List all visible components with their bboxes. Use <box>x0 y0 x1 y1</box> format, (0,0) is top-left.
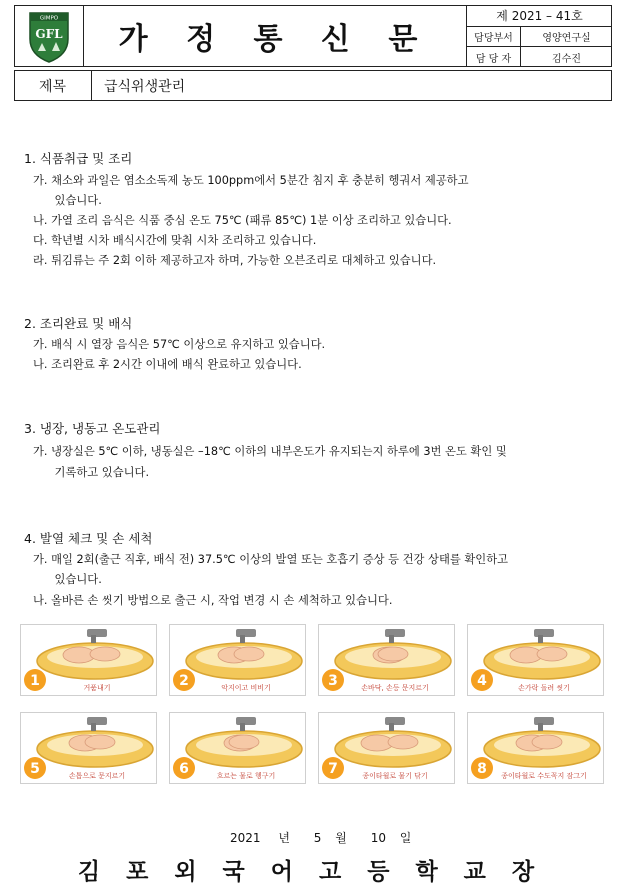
handwash-step-label: 거품내기 <box>83 684 111 692</box>
meta-row-person <box>467 47 612 67</box>
handwash-step-label: 흐르는 물로 헹구기 <box>216 772 276 780</box>
school-signature: 김 포 외 국 어 고 등 학 교 장 <box>77 858 544 885</box>
handwash-step-label: 손톱으로 문지르기 <box>68 772 126 780</box>
section-heading: 1. 식품취급 및 조리 <box>24 151 133 166</box>
date-day-unit: 일 <box>399 831 412 845</box>
handwash-steps <box>14 620 598 780</box>
handwash-illustration <box>468 625 604 696</box>
school-logo <box>14 5 84 67</box>
handwash-step-4 <box>467 624 604 696</box>
handwash-illustration <box>319 713 455 784</box>
handwash-step-label: 종이타월로 물기 닦기 <box>362 772 428 780</box>
handwash-step-number: 3 <box>328 673 338 689</box>
handwash-illustration <box>319 625 455 696</box>
handwash-step-number: 2 <box>179 673 189 689</box>
section-line: 있습니다. <box>33 194 102 207</box>
meta-label-person: 담 당 자 <box>467 47 521 67</box>
subject-value: 급식위생관리 <box>104 78 186 95</box>
section-heading: 4. 발열 체크 및 손 세척 <box>24 531 153 546</box>
handwash-step-label: 손바닥, 손등 문지르기 <box>361 684 429 692</box>
logo-top-text: GIMPO <box>39 15 59 22</box>
section-line: 기록하고 있습니다. <box>33 466 150 479</box>
section-line: 가. 냉장실은 5℃ 이하, 냉동실은 –18℃ 이하의 내부온도가 유지되는지 하루에 3번 온도 확인 및 <box>33 445 507 458</box>
section-line: 나. 가열 조리 음식은 식품 중심 온도 75℃ (패류 85℃) 1분 이상 조리하고 있습니다. <box>33 214 452 227</box>
date-month: 5 <box>313 831 322 845</box>
meta-value-department: 영양연구실 <box>542 33 591 44</box>
document-title: 가 정 통 신 문 <box>118 22 432 57</box>
handwash-step-number: 4 <box>477 673 487 689</box>
meta-label-department: 담당부서 <box>467 27 521 46</box>
issue-date <box>230 829 411 846</box>
handwash-step-number: 8 <box>477 761 487 777</box>
section-line: 다. 학년별 시차 배식시간에 맞춰 시차 조리하고 있습니다. <box>33 234 317 247</box>
meta-row-department <box>467 27 612 47</box>
handwash-illustration <box>170 713 306 784</box>
handwash-illustration <box>468 713 604 784</box>
logo-main-text: GFL <box>35 27 63 41</box>
section-line: 나. 조리완료 후 2시간 이내에 배식 완료하고 있습니다. <box>33 358 302 371</box>
meta-value-person: 김수진 <box>552 53 581 65</box>
handwash-step-1 <box>20 624 157 696</box>
handwash-step-number: 7 <box>328 761 338 777</box>
handwash-step-8 <box>467 712 604 784</box>
date-year: 2021 <box>230 831 261 845</box>
handwash-illustration <box>21 625 157 696</box>
handwash-step-label: 악지이고 비비기 <box>221 684 271 692</box>
date-month-unit: 월 <box>335 831 347 845</box>
section-line: 나. 올바른 손 씻기 방법으로 출근 시, 작업 변경 시 손 세척하고 있습니다. <box>33 594 393 607</box>
date-year-unit: 년 <box>278 831 290 845</box>
handwash-illustration <box>170 625 306 696</box>
subject-label: 제목 <box>14 70 92 101</box>
section-heading: 2. 조리완료 및 배식 <box>24 316 133 331</box>
section-line: 있습니다. <box>33 573 102 586</box>
handwash-step-6 <box>169 712 306 784</box>
handwash-step-5 <box>20 712 157 784</box>
handwash-step-number: 1 <box>30 673 40 689</box>
handwash-illustration <box>21 713 157 784</box>
handwash-step-label: 손가락 돌려 씻기 <box>518 684 570 692</box>
document-number: 제 2021 – 41호 <box>467 5 612 27</box>
date-day: 10 <box>370 831 386 845</box>
section-line: 가. 채소와 과일은 염소소독제 농도 100ppm에서 5분간 침지 후 충분히 헹궈서 제공하고 <box>33 174 469 187</box>
section-line: 가. 배식 시 열장 음식은 57℃ 이상으로 유지하고 있습니다. <box>33 338 326 351</box>
handwash-step-number: 6 <box>179 761 189 777</box>
handwash-step-3 <box>318 624 455 696</box>
handwash-step-7 <box>318 712 455 784</box>
section-heading: 3. 냉장, 냉동고 온도관리 <box>24 421 161 436</box>
title-cell <box>84 5 467 67</box>
handwash-step-label: 종이타월로 수도꼭지 잠그기 <box>501 772 587 780</box>
handwash-step-2 <box>169 624 306 696</box>
section-line: 라. 튀김류는 주 2회 이하 제공하고자 하며, 가능한 오븐조리로 대체하고 있습니다. <box>33 254 437 267</box>
section-line: 가. 매일 2회(출근 직후, 배식 전) 37.5℃ 이상의 발열 또는 호흡기 증상 등 건강 상태를 확인하고 <box>33 553 509 566</box>
handwash-step-number: 5 <box>30 761 40 777</box>
